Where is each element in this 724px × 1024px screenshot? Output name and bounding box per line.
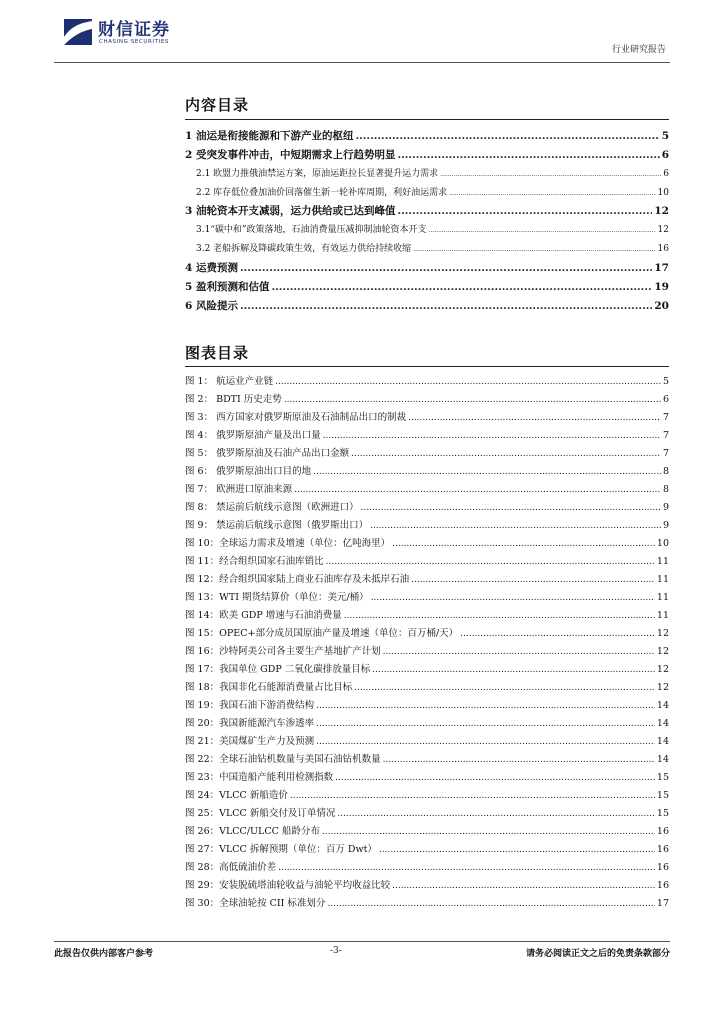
figure-entry-text: 图 10：全球运力需求及增速（单位：亿吨海里）: [185, 538, 391, 549]
figure-entry-text: 图 20：我国新能源汽车渗透率: [185, 718, 315, 729]
figure-entry-11[interactable]: [185, 553, 669, 567]
toc-entry-text: 4 运费预测: [185, 262, 238, 274]
footer-internal-notice: 此报告仅供内部客户参考: [54, 949, 154, 959]
toc-entry-text: 2.2 库存低位叠加油价回落催生新一轮补库周期，利好油运需求: [196, 188, 448, 198]
dot-leader: [294, 485, 661, 495]
figure-entry-14[interactable]: [185, 607, 669, 621]
figure-entry-17[interactable]: [185, 661, 669, 675]
figure-entry-22[interactable]: [185, 751, 669, 765]
dot-leader: [323, 431, 661, 441]
figure-entry-26[interactable]: [185, 823, 669, 837]
toc-entry-5[interactable]: [185, 279, 669, 294]
footer-disclaimer-notice: 请务必阅读正文之后的免责条款部分: [525, 949, 670, 959]
figure-entry-page: 16: [656, 880, 669, 891]
figure-entry-text: 图 14：欧美 GDP 增速与石油消费量: [185, 610, 342, 621]
dot-leader: [392, 881, 655, 891]
figure-entry-page: 15: [656, 790, 669, 801]
figure-entry-page: 7: [662, 448, 669, 459]
dot-leader: [275, 377, 661, 387]
figure-entry-text: 图 19：我国石油下游消费结构: [185, 700, 315, 711]
toc-entry-text: 5 盈利预测和估值: [185, 281, 270, 293]
figure-entry-page: 6: [662, 394, 669, 405]
dot-leader: [316, 701, 655, 711]
toc-entry-text: 6 风险提示: [185, 300, 238, 312]
figure-entry-9[interactable]: [185, 517, 669, 531]
dot-leader: [379, 845, 655, 855]
figure-entry-text: 图 13：WTI 期货结算价（单位：美元/桶）: [185, 592, 369, 603]
figure-entry-text: 图 2： BDTI 历史走势: [185, 394, 282, 405]
toc-entry-page: 19: [654, 281, 669, 293]
figure-entry-27[interactable]: [185, 841, 669, 855]
figure-entry-text: 图 3： 西方国家对俄罗斯原油及石油制品出口的制裁: [185, 412, 407, 423]
dot-leader: [327, 899, 654, 909]
figure-entry-4[interactable]: [185, 427, 669, 441]
figures-title-rule: [185, 366, 669, 367]
figure-entry-page: 12: [656, 646, 669, 657]
figure-entry-text: 图 25：VLCC 新船交付及订单情况: [185, 808, 336, 819]
toc-entry-4[interactable]: [185, 260, 669, 275]
toc-entry-text: 1 油运是衔接能源和下游产业的枢纽: [185, 130, 354, 142]
figure-entry-text: 图 26：VLCC/ULCC 船龄分布: [185, 826, 320, 837]
dot-leader: [284, 395, 661, 405]
dot-leader: [271, 281, 652, 293]
dot-leader: [278, 863, 655, 873]
figure-entry-page: 11: [656, 592, 669, 603]
dot-leader: [240, 300, 652, 312]
figure-entry-12[interactable]: [185, 571, 669, 585]
figure-entry-28[interactable]: [185, 859, 669, 873]
dot-leader: [449, 190, 655, 197]
toc-entry-page: 12: [654, 205, 669, 217]
figure-entry-page: 16: [656, 862, 669, 873]
figure-entry-page: 11: [656, 556, 669, 567]
figure-entry-7[interactable]: [185, 481, 669, 495]
figure-entry-8[interactable]: [185, 499, 669, 513]
dot-leader: [408, 413, 661, 423]
figure-entry-page: 17: [656, 898, 669, 909]
dot-leader: [397, 149, 659, 161]
dot-leader: [371, 593, 655, 603]
dot-leader: [354, 683, 655, 693]
figures-title: 图表目录: [185, 344, 250, 362]
figure-entry-page: 10: [656, 538, 669, 549]
figure-entry-10[interactable]: [185, 535, 669, 549]
dot-leader: [316, 719, 655, 729]
toc-entry-page: 17: [654, 262, 669, 274]
figure-entry-20[interactable]: [185, 715, 669, 729]
dot-leader: [370, 521, 661, 531]
dot-leader: [326, 557, 655, 567]
toc-entry-2-2[interactable]: [196, 185, 669, 198]
dot-leader: [316, 737, 655, 747]
dot-leader: [383, 647, 655, 657]
figure-entry-text: 图 6： 俄罗斯原油出口目的地: [185, 466, 312, 477]
dot-leader: [355, 130, 659, 142]
figure-entry-5[interactable]: [185, 445, 669, 459]
figure-entry-16[interactable]: [185, 643, 669, 657]
figure-entry-page: 7: [662, 412, 669, 423]
dot-leader: [335, 773, 655, 783]
toc-entry-page: 12: [657, 225, 669, 235]
figure-entry-page: 7: [662, 430, 669, 441]
figure-entry-13[interactable]: [185, 589, 669, 603]
dot-leader: [411, 575, 655, 585]
toc-entry-page: 16: [657, 244, 669, 254]
toc-entry-page: 6: [663, 169, 669, 179]
figure-entry-page: 9: [662, 502, 669, 513]
figure-entry-page: 12: [656, 628, 669, 639]
dot-leader: [313, 467, 661, 477]
dot-leader: [240, 262, 652, 274]
figure-entry-text: 图 18：我国非化石能源消费量占比目标: [185, 682, 353, 693]
toc-entry-3-1[interactable]: [196, 222, 669, 235]
figure-entry-24[interactable]: [185, 787, 669, 801]
figure-entry-text: 图 27：VLCC 拆解预期（单位：百万 Dwt）: [185, 844, 377, 855]
contents-title-rule: [185, 119, 669, 120]
figure-entry-page: 12: [656, 682, 669, 693]
figure-entry-page: 14: [656, 700, 669, 711]
figure-entry-page: 14: [656, 736, 669, 747]
toc-entry-text: 3.2 老船拆解及降碳政策生效，有效运力供给持续收缩: [196, 244, 412, 254]
figure-entry-page: 5: [662, 376, 669, 387]
toc-entry-1[interactable]: [185, 128, 669, 143]
figure-entry-text: 图 24：VLCC 新船造价: [185, 790, 288, 801]
figure-entry-page: 12: [656, 664, 669, 675]
figure-entry-text: 图 1： 航运业产业链: [185, 376, 274, 387]
toc-entry-text: 3 油轮资本开支减弱，运力供给或已达到峰值: [185, 205, 396, 217]
figure-entry-3[interactable]: [185, 409, 669, 423]
figure-entry-15[interactable]: [185, 625, 669, 639]
figure-entry-page: 14: [656, 754, 669, 765]
logo-chinese-name: 财信证券: [98, 20, 170, 40]
contents-title: 内容目录: [185, 96, 250, 114]
page-header: [0, 0, 724, 70]
dot-leader: [397, 205, 652, 217]
figure-entry-page: 9: [662, 520, 669, 531]
toc-entry-3[interactable]: [185, 203, 669, 218]
logo-mark-icon: [62, 15, 94, 47]
dot-leader: [413, 246, 655, 253]
dot-leader: [344, 611, 655, 621]
figure-entry-text: 图 7： 欧洲进口原油来源: [185, 484, 293, 495]
figure-entry-page: 15: [656, 808, 669, 819]
dot-leader: [351, 449, 661, 459]
toc-entry-page: 5: [661, 130, 669, 142]
logo-english-name: CHASING SECURITIES: [99, 39, 170, 45]
footer-page-number: -3-: [330, 946, 342, 956]
figure-entry-text: 图 9： 禁运前后航线示意图（俄罗斯出口）: [185, 520, 369, 531]
figure-entry-page: 16: [656, 826, 669, 837]
toc-entry-page: 20: [654, 300, 669, 312]
figure-entry-18[interactable]: [185, 679, 669, 693]
toc-entry-3-2[interactable]: [196, 241, 669, 254]
figure-entry-text: 图 22：全球石油钻机数量与美国石油钻机数量: [185, 754, 381, 765]
company-logo: [62, 15, 180, 49]
figure-entry-19[interactable]: [185, 697, 669, 711]
figure-entry-text: 图 5： 俄罗斯原油及石油产品出口金额: [185, 448, 350, 459]
toc-entry-text: 2 受突发事件冲击，中短期需求上行趋势明显: [185, 149, 396, 161]
figure-entry-page: 8: [662, 466, 669, 477]
figure-entry-page: 8: [662, 484, 669, 495]
toc-entry-text: 3.1“碳中和”政策落地，石油消费量压减抑制油轮资本开支: [196, 225, 427, 235]
dot-leader: [383, 755, 655, 765]
figure-entry-text: 图 8： 禁运前后航线示意图（欧洲进口）: [185, 502, 359, 513]
dot-leader: [440, 171, 661, 178]
figure-entry-page: 16: [656, 844, 669, 855]
dot-leader: [337, 809, 655, 819]
dot-leader: [372, 665, 655, 675]
figure-entry-text: 图 11：经合组织国家石油库销比: [185, 556, 324, 567]
figure-entry-page: 14: [656, 718, 669, 729]
toc-entry-6[interactable]: [185, 298, 669, 313]
figure-entry-30[interactable]: [185, 895, 669, 909]
dot-leader: [392, 539, 655, 549]
figure-entry-29[interactable]: [185, 877, 669, 891]
toc-entry-text: 2.1 欧盟力推俄油禁运方案，原油运距拉长显著提升运力需求: [196, 169, 439, 179]
dot-leader: [429, 227, 656, 234]
figure-entry-1[interactable]: [185, 373, 669, 387]
figure-entry-text: 图 12：经合组织国家陆上商业石油库存及未抵岸石油: [185, 574, 410, 585]
figure-entry-25[interactable]: [185, 805, 669, 819]
dot-leader: [361, 503, 661, 513]
toc-entry-page: 6: [661, 149, 669, 161]
figure-entry-2[interactable]: [185, 391, 669, 405]
figure-entry-6[interactable]: [185, 463, 669, 477]
figure-entry-text: 图 17：我国单位 GDP 二氧化碳排放量目标: [185, 664, 371, 675]
toc-entry-2-1[interactable]: [196, 166, 669, 179]
footer-divider: [54, 941, 670, 942]
figure-entry-text: 图 15：OPEC+部分成员国原油产量及增速（单位：百万桶/天）: [185, 628, 459, 639]
figure-entry-text: 图 16：沙特阿美公司各主要生产基地扩产计划: [185, 646, 381, 657]
toc-entry-2[interactable]: [185, 147, 669, 162]
dot-leader: [290, 791, 655, 801]
figure-entry-21[interactable]: [185, 733, 669, 747]
figure-entry-text: 图 28：高低硫油价差: [185, 862, 277, 873]
figure-entry-23[interactable]: [185, 769, 669, 783]
figure-entry-text: 图 21：美国煤矿生产力及预测: [185, 736, 315, 747]
report-type-label: 行业研究报告: [611, 45, 666, 55]
dot-leader: [460, 629, 655, 639]
figure-entry-text: 图 30：全球油轮按 CII 标准划分: [185, 898, 326, 909]
figure-entry-text: 图 4： 俄罗斯原油产量及出口量: [185, 430, 321, 441]
figure-entry-text: 图 29：安装脱硫塔油轮收益与油轮平均收益比较: [185, 880, 391, 891]
toc-entry-page: 10: [657, 188, 669, 198]
figure-entry-page: 15: [656, 772, 669, 783]
figure-entry-page: 11: [656, 574, 669, 585]
dot-leader: [322, 827, 655, 837]
header-divider: [54, 62, 670, 63]
figure-entry-page: 11: [656, 610, 669, 621]
figure-entry-text: 图 23：中国造船产能利用检测指数: [185, 772, 334, 783]
